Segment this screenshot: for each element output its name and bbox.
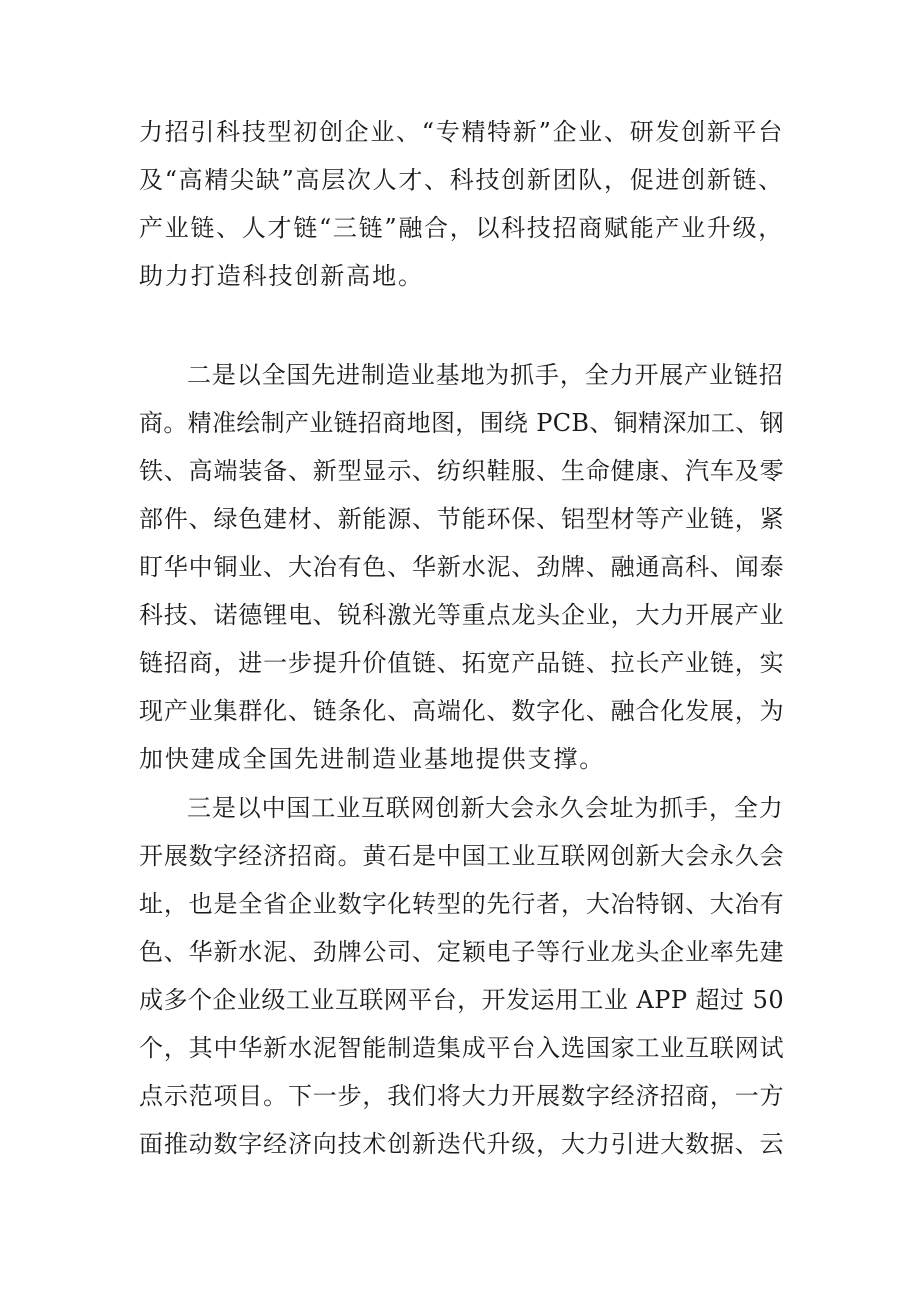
text-line: 盯华中铜业、大冶有色、华新水泥、劲牌、融通高科、闻泰 bbox=[139, 553, 785, 581]
text-line: 铁、高端装备、新型显示、纺织鞋服、生命健康、汽车及零 bbox=[139, 457, 785, 485]
text-line: 开展数字经济招商。黄石是中国工业互联网创新大会永久会 bbox=[139, 842, 785, 870]
text-line: 三是以中国工业互联网创新大会永久会址为抓手，全力 bbox=[187, 794, 784, 822]
text-line: 部件、绿色建材、新能源、节能环保、铝型材等产业链，紧 bbox=[139, 505, 785, 533]
text-line: 二是以全国先进制造业基地为抓手，全力开展产业链招 bbox=[187, 361, 784, 389]
text-line: 力招引科技型初创企业、“专精特新”企业、研发创新平台 bbox=[139, 118, 784, 146]
text-line: 现产业集群化、链条化、高端化、数字化、融合化发展，为 bbox=[139, 697, 785, 725]
text-line: 助力打造科技创新高地。 bbox=[139, 262, 424, 290]
text-line: 面推动数字经济向技术创新迭代升级，大力引进大数据、云 bbox=[139, 1130, 785, 1158]
text-line: 链招商，进一步提升价值链、拓宽产品链、拉长产业链，实 bbox=[139, 649, 785, 677]
text-line: 成多个企业级工业互联网平台，开发运用工业 APP 超过 50 bbox=[139, 986, 785, 1014]
text-line: 色、华新水泥、劲牌公司、定颖电子等行业龙头企业率先建 bbox=[139, 938, 785, 966]
text-line: 址，也是全省企业数字化转型的先行者，大冶特钢、大冶有 bbox=[139, 890, 785, 918]
text-line: 产业链、人才链“三链”融合，以科技招商赋能产业升级， bbox=[139, 214, 784, 242]
text-line: 加快建成全国先进制造业基地提供支撑。 bbox=[139, 745, 606, 773]
text-line: 及“高精尖缺”高层次人才、科技创新团队，促进创新链、 bbox=[139, 166, 784, 194]
text-line: 点示范项目。下一步，我们将大力开展数字经济招商，一方 bbox=[139, 1082, 785, 1110]
text-line: 个，其中华新水泥智能制造集成平台入选国家工业互联网试 bbox=[139, 1034, 785, 1062]
text-line: 科技、诺德锂电、锐科激光等重点龙头企业，大力开展产业 bbox=[139, 601, 785, 629]
text-line: 商。精准绘制产业链招商地图，围绕 PCB、铜精深加工、钢 bbox=[139, 409, 784, 437]
